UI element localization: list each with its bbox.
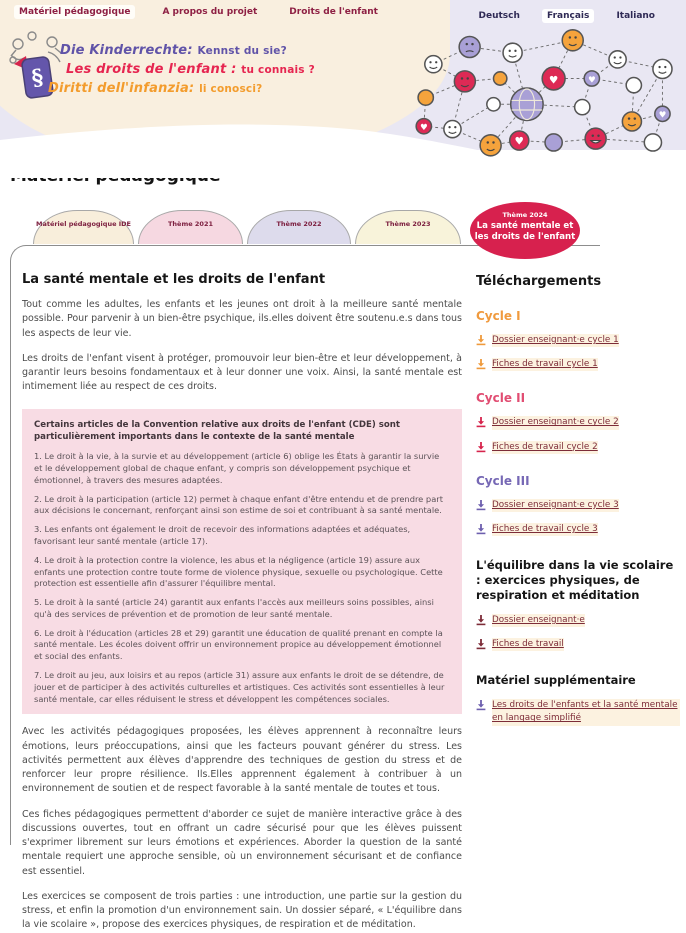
cycle-1-heading: Cycle I — [476, 309, 521, 323]
materiel-supplementaire-heading: Matériel supplémentaire — [476, 673, 636, 688]
lang-deutsch[interactable]: Deutsch — [478, 10, 520, 21]
download-icon — [476, 335, 486, 346]
theme-tabs — [0, 202, 686, 248]
svg-text:♥: ♥ — [587, 75, 596, 86]
tab-theme-2024-active[interactable]: Thème 2024 La santé mentale et les droits de l'enfant — [470, 202, 580, 259]
svg-text:♥: ♥ — [419, 123, 428, 134]
top-navigation — [0, 0, 686, 24]
download-icon — [476, 359, 486, 370]
infobox-item: 5. Le droit à la santé (article 24) garantit aux enfants l'accès aux meilleurs soins possibles, ainsi qu'à des services de prévention et de promotion de leur santé mentale. — [34, 597, 434, 619]
download-link-dossier-cycle3[interactable]: Dossier enseignant·e cycle 3 — [476, 499, 680, 512]
download-link-fiches-cycle2[interactable]: Fiches de travail cycle 2 — [476, 441, 680, 454]
paragraph: Ces fiches pédagogiques permettent d'aborder ce sujet de manière interactive grâce à des discussions ouvertes, tout en offrant un cadre sécurisé pour que les élèves puissent s'exprimer librement sur leurs émotions et expériences. Aborder la question de la santé mentale requiert une approche sensible, où un environnement sécurisant et de confiance est essentiel. — [22, 808, 462, 877]
svg-text:♥: ♥ — [548, 74, 559, 87]
lang-francais[interactable]: Français — [542, 9, 594, 23]
infobox-item: 6. Le droit à l'éducation (articles 28 et 29) garantit une éducation de qualité prenant en compte la santé mentale. Les écoles doivent offrir un environnement propice au développement émotionnel et social des enfants. — [34, 627, 443, 662]
svg-text:§: § — [29, 64, 46, 92]
nav-item-materiel-pedagogique[interactable]: Matériel pédagogique — [14, 5, 135, 19]
tab-materiel-pedagogique-ide[interactable]: Matériel pédagogique IDE — [33, 210, 134, 244]
paragraph: Tout comme les adultes, les enfants et les jeunes ont droit à la meilleure santé mentale possible. Pour parvenir à un bien-être psychique, ils.elles doivent être soutenu.e.s dans tous les aspects de leur vie. — [22, 299, 462, 339]
network-illustration — [412, 26, 680, 152]
download-link-dossier-equilibre[interactable]: Dossier enseignant·e — [476, 614, 680, 627]
cycle-3-heading: Cycle III — [476, 473, 530, 488]
downloads-sidebar — [476, 260, 680, 933]
site-title-de: Die Kinderrechte: Kennst du sie? — [60, 43, 287, 58]
infobox-item: 1. Le droit à la vie, à la survie et au développement (article 6) oblige les États à garantir la survie et le développement global de chaque enfant, y compris son développement psychique et émotionnel, à travers des mesures adaptées. — [34, 451, 440, 485]
download-icon — [476, 524, 486, 535]
tab-theme-2021[interactable]: Thème 2021 — [138, 210, 243, 244]
main-column — [22, 260, 462, 933]
download-icon — [476, 700, 486, 711]
infobox-item: 4. Le droit à la protection contre la violence, les abus et la négligence (article 19) assure aux enfants une protection contre toute forme de violence physique, sexuelle ou psychologique. Cette protection est essentielle afin d'assurer l'équilibre mental. — [34, 554, 443, 589]
download-icon — [476, 639, 486, 650]
tab-theme-2022[interactable]: Thème 2022 — [247, 210, 351, 244]
tab-theme-2023[interactable]: Thème 2023 — [355, 210, 461, 244]
download-icon — [476, 615, 486, 626]
paragraph: Avec les activités pédagogiques proposées, les élèves apprennent à reconnaître leurs émotions, leurs préoccupations, ainsi que les facteurs pouvant générer du stress. Les activités permettent aux élèves d'apprendre des techniques de gestion du stress et de renforcer leur propre résilience. Ils.Elles apprennent également à contribuer à un environnement de soutien et de respect favorable à la santé mentale de toutes et tous. — [22, 726, 462, 795]
cde-articles-infobox — [22, 409, 462, 715]
download-icon — [476, 500, 486, 511]
download-icon — [476, 442, 486, 453]
language-switcher — [474, 3, 672, 22]
infobox-item: 2. Le droit à la participation (article 12) permet à chaque enfant d'être entendu et de prendre part aux décisions le concernant, renforçant ainsi son estime de soi et contribuant à sa santé mentale. — [34, 493, 443, 516]
download-link-fiches-equilibre[interactable]: Fiches de travail — [476, 638, 680, 651]
paragraph: Les exercices se composent de trois parties : une introduction, une partie sur la gestion du stress, et enfin la promotion d'un environnement sain. Un dossier séparé, « L'équilibre dans la vie scolaire », propose des exercices physiques, de respiration et de méditation. — [22, 890, 462, 931]
download-icon — [476, 417, 486, 428]
svg-text:♥: ♥ — [514, 135, 524, 148]
download-link-dossier-cycle2[interactable]: Dossier enseignant·e cycle 2 — [476, 416, 680, 429]
downloads-title: Téléchargements — [476, 274, 602, 289]
cycle-2-heading: Cycle II — [476, 391, 526, 406]
site-title-fr: Les droits de l'enfant : tu connais ? — [66, 61, 315, 77]
infobox-title: Certains articles de la Convention relative aux droits de l'enfant (CDE) sont particulièrement importants dans le contexte de la santé mentale — [34, 419, 401, 443]
infobox-item: 3. Les enfants ont également le droit de recevoir des informations adaptées et adéquates, favorisant leur santé mentale (article 17). — [34, 524, 411, 546]
paragraph: Les droits de l'enfant visent à protéger, promouvoir leur bien-être et leur développement, à garantir leurs besoins fondamentaux et à leur donner une voix. Ainsi, la santé mentale est intimement liée au respect de ces droits. — [22, 352, 462, 393]
lang-italiano[interactable]: Italiano — [616, 10, 655, 21]
download-link-langage-simplifie[interactable]: Les droits de l'enfants et la santé mentale en langage simplifié — [476, 699, 680, 725]
site-header — [0, 0, 686, 150]
content-area — [0, 248, 686, 933]
site-title-block — [48, 42, 315, 99]
svg-text:♥: ♥ — [658, 110, 667, 121]
download-link-fiches-cycle1[interactable]: Fiches de travail cycle 1 — [476, 358, 680, 371]
nav-item-a-propos[interactable]: A propos du projet — [162, 7, 258, 17]
infobox-item: 7. Le droit au jeu, aux loisirs et au repos (article 31) assure aux enfants le droit de se détendre, de jouer et de participer à des activités culturelles et artistiques. Ces activités sont essentielles à leur santé mentale, car elles réduisent le stress et développent les compétences sociales. — [34, 670, 445, 704]
nav-item-droits-enfant[interactable]: Droits de l'enfant — [289, 7, 378, 17]
article-heading: La santé mentale et les droits de l'enfant — [22, 272, 326, 287]
site-title-it: Diritti dell'infanzia: li conosci? — [48, 80, 263, 96]
equilibre-heading: L'équilibre dans la vie scolaire : exercices physiques, de respiration et méditation — [476, 558, 674, 602]
download-link-dossier-cycle1[interactable]: Dossier enseignant·e cycle 1 — [476, 334, 680, 347]
download-link-fiches-cycle3[interactable]: Fiches de travail cycle 3 — [476, 523, 680, 536]
